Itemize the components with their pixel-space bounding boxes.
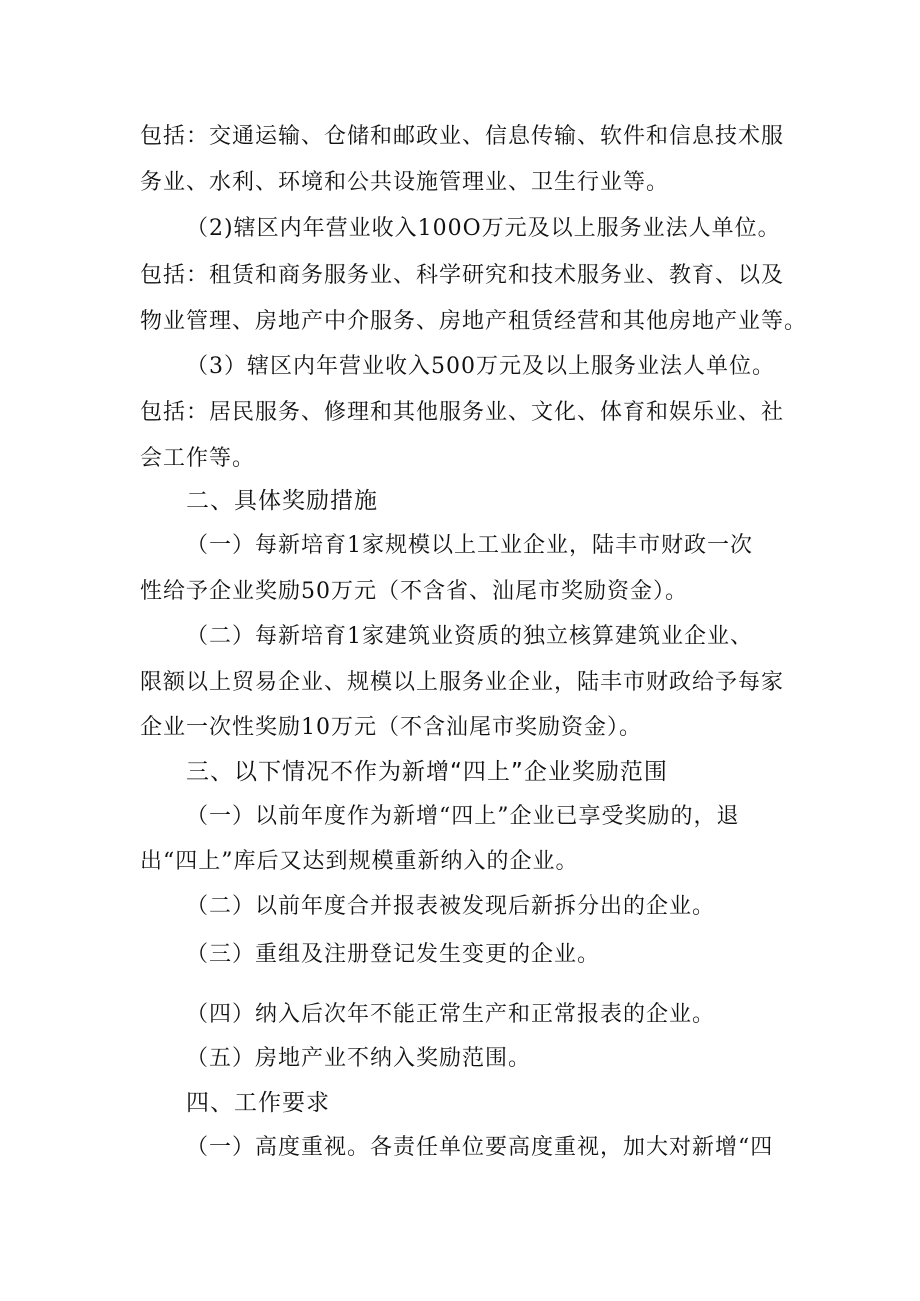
paragraph-line: （二）以前年度合并报表被发现后新拆分出的企业。: [186, 894, 716, 919]
paragraph-line: 物业管理、房地产中介服务、房地产租赁经营和其他房地产业等。: [140, 309, 808, 334]
paragraph-line: （2)辖区内年营业收入100O万元及以上服务业法人单位。: [186, 216, 781, 241]
paragraph-line: （二）每新培育1家建筑业资质的独立核算建筑业企业、: [186, 624, 753, 649]
paragraph-line: 包括：居民服务、修理和其他服务业、文化、体育和娱乐业、社: [140, 400, 785, 425]
paragraph-line: （三）重组及注册登记发生变更的企业。: [186, 942, 601, 967]
section-heading: 三、以下情况不作为新增“四上”企业奖励范围: [186, 759, 668, 785]
paragraph-line: 限额以上贸易企业、规模以上服务业企业，陆丰市财政给予每家: [140, 670, 785, 695]
paragraph-line: （一）高度重视。各责任单位要高度重视，加大对新增“四: [186, 1135, 774, 1160]
section-heading: 二、具体奖励措施: [186, 488, 378, 514]
paragraph-line: （3）辖区内年营业收入500万元及以上服务业法人单位。: [186, 354, 775, 379]
paragraph-line: 包括：租赁和商务服务业、科学研究和技术服务业、教育、以及: [140, 263, 785, 288]
paragraph-line: （五）房地产业不纳入奖励范围。: [186, 1046, 532, 1071]
paragraph-line: 会工作等。: [140, 446, 256, 471]
paragraph-line: （一）每新培育1家规模以上工业企业，陆丰市财政一次: [186, 533, 753, 558]
paragraph-line: （一）以前年度作为新增“四上”企业已享受奖励的，退: [186, 804, 740, 829]
paragraph-line: 包括：交通运输、仓储和邮政业、信息传输、软件和信息技术服: [140, 124, 785, 149]
paragraph-line: 务业、水利、环境和公共设施管理业、卫生行业等。: [140, 170, 670, 195]
paragraph-line: 企业一次性奖励10万元（不含汕尾市奖励资金）。: [140, 715, 642, 740]
paragraph-line: 性给予企业奖励50万元（不含省、汕尾市奖励资金）。: [140, 579, 688, 604]
paragraph-line: 出“四上”库后又达到规模重新纳入的企业。: [140, 849, 579, 874]
section-heading: 四、工作要求: [186, 1090, 330, 1116]
paragraph-line: （四）纳入后次年不能正常生产和正常报表的企业。: [186, 1002, 716, 1027]
